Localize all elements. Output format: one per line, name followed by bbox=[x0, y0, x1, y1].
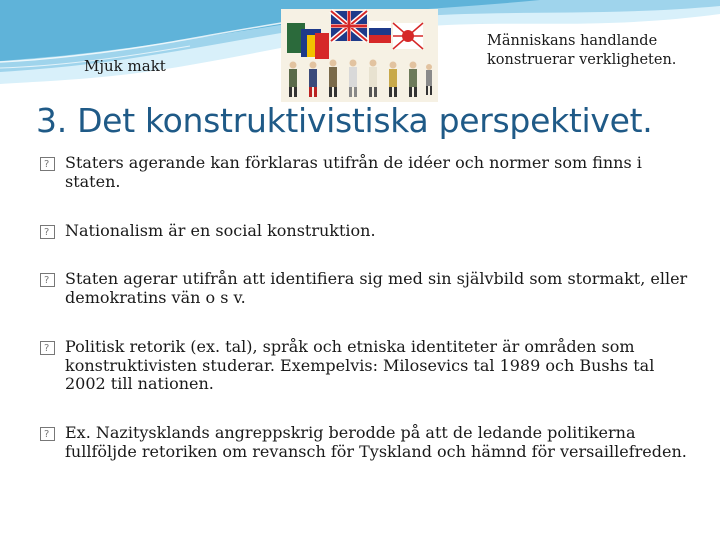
bullet-marker-icon bbox=[40, 427, 55, 441]
bullet-item bbox=[40, 270, 690, 307]
bullet-text: Staters agerande kan förklaras utifrån de idéer och normer som finns i staten. bbox=[65, 153, 642, 191]
left-caption: Mjuk makt bbox=[84, 57, 166, 75]
slide-title: 3. Det konstruktivistiska perspektivet. bbox=[36, 101, 653, 140]
bullet-text: Nationalism är en social konstruktion. bbox=[65, 221, 376, 240]
bullet-item bbox=[40, 338, 690, 394]
right-caption: Människans handlande konstruerar verkligheten. bbox=[487, 33, 677, 68]
bullet-text: Politisk retorik (ex. tal), språk och etniska identiteter är områden som konstruktivisten studerar. Exempelvis: Milosevics tal 1989 och Bushs tal 2002 till nationen. bbox=[65, 337, 655, 393]
bullet-marker-icon bbox=[40, 273, 55, 287]
bullet-marker-icon bbox=[40, 157, 55, 171]
bullet-marker-icon bbox=[40, 225, 55, 239]
bullet-text: Ex. Nazitysklands angreppskrig berodde på att de ledande politikerna fullföljde retoriken om revansch för Tyskland och hämnd för versaillefreden. bbox=[65, 423, 687, 461]
bullet-item bbox=[40, 222, 690, 241]
bullet-item bbox=[40, 424, 690, 461]
bullet-marker-icon bbox=[40, 341, 55, 355]
flags-and-soldiers-illustration bbox=[281, 9, 438, 102]
bullet-text: Staten agerar utifrån att identifiera sig med sin självbild som stormakt, eller demokratins vän o s v. bbox=[65, 269, 688, 307]
bullet-item bbox=[40, 154, 690, 191]
